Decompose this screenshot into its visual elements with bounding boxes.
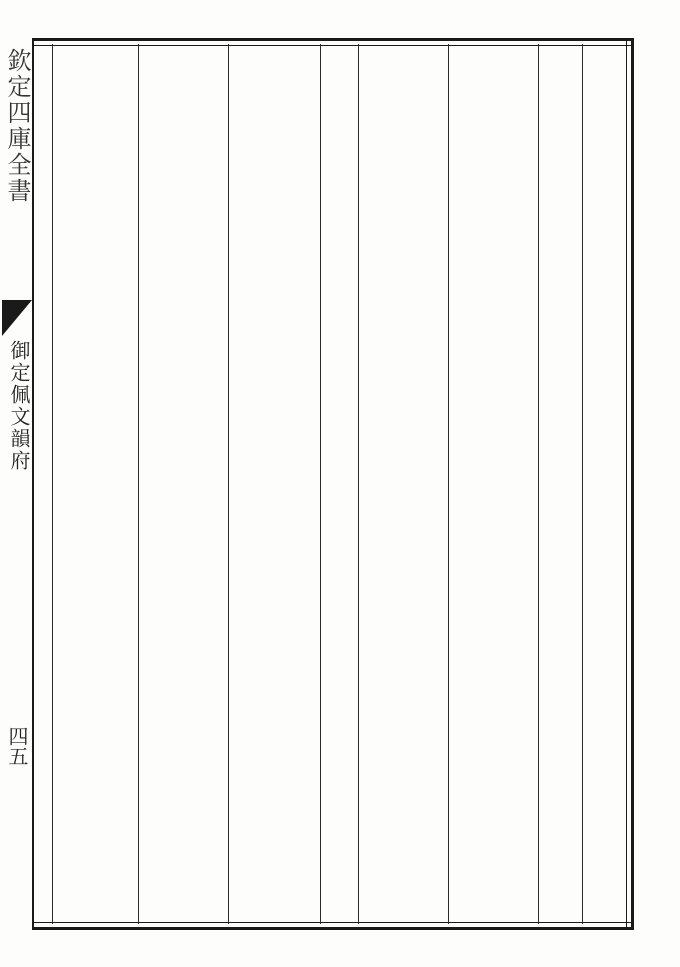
- frame-bottom-border: [32, 922, 634, 930]
- frame-right-border: [626, 38, 634, 930]
- frame-left-border: [32, 38, 36, 930]
- column-rule: [358, 44, 359, 924]
- column-rule: [538, 44, 539, 924]
- column-rule: [448, 44, 449, 924]
- column-rule: [228, 44, 229, 924]
- column-rule: [320, 44, 321, 924]
- column-rule: [138, 44, 139, 924]
- frame-top-border: [32, 38, 634, 46]
- fish-tail-mark: [2, 300, 32, 336]
- leaf-number: 四五: [5, 726, 29, 766]
- column-rule: [582, 44, 583, 924]
- collection-title: 欽定四庫全書: [3, 48, 31, 204]
- column-rule: [52, 44, 53, 924]
- book-title: 御定佩文韻府: [7, 340, 31, 472]
